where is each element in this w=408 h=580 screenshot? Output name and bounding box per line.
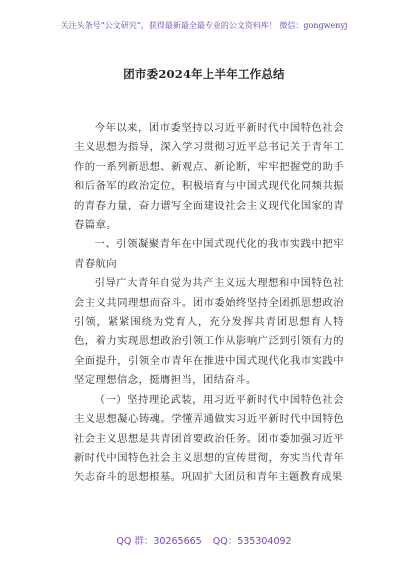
qq-group-number: QQ 群：30265665 bbox=[116, 536, 202, 547]
paragraph-intro: 今年以来，团市委坚持以习近平新时代中国特色社会主义思想为指导，深入学习贯彻习近平总书记关于青年工作的一系列新思想、新观点、新论断，牢牢把握党的助手和后备军的政治定位，积极培育与中国式现代化同频共振的青春力量，奋力谱写全面建设社会主义现代化国家的青春篇章。 bbox=[74, 122, 344, 232]
qq-contact-number: QQ：535304092 bbox=[212, 536, 292, 547]
section-heading-1: 一、引领凝聚青年在中国式现代化的我市实践中把牢青春航向 bbox=[74, 238, 344, 270]
paragraph-subsection-1: （一）坚持理论武装，用习近平新时代中国特色社会主义思想凝心铸魂。学懂弄通做实习近平新时代中国特色社会主义思想是共青团首要政治任务。团市委加强习近平新时代中国特色社会主义思想的宣传贯彻，夯实当代青年矢志奋斗的思想根基。巩固扩大团员和青年主题教育成果 bbox=[74, 393, 344, 484]
document-title: 团市委2024年上半年工作总结 bbox=[123, 67, 285, 81]
document-body bbox=[74, 119, 344, 488]
promo-banner: 关注头条号“公文研究”，获得最新最全最专业的公文资料库！ 微信：gongwenyj bbox=[60, 21, 348, 30]
paragraph-section-1: 引导广大青年自觉为共产主义远大理想和中国特色社会主义共同理想而奋斗。团市委始终坚持全团抓思想政治引领，紧紧围绕为党育人，充分发挥共青团思想育人特色，着力实现思想政治引领工作从影响广泛到引领有力的全面提升，引领全市青年在推进中国式现代化我市实践中坚定理想信念，挺膺担当，团结奋斗。 bbox=[74, 277, 344, 387]
contact-footer bbox=[0, 533, 408, 547]
